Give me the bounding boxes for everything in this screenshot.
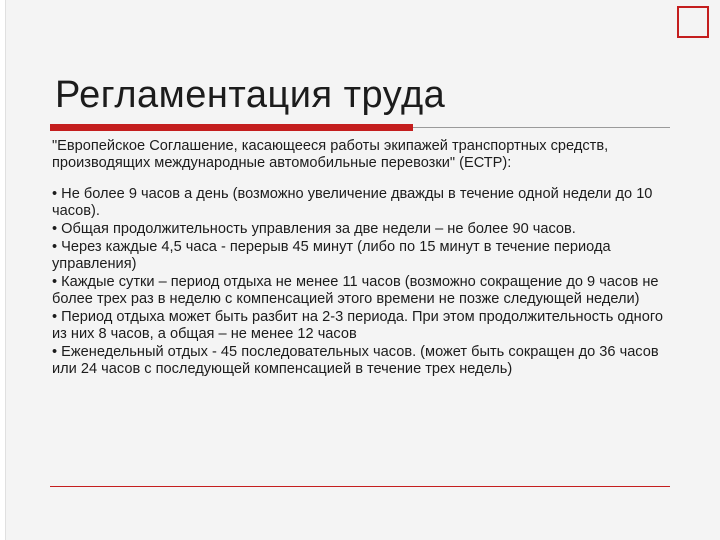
corner-square-decoration	[677, 6, 709, 38]
bottom-divider	[50, 486, 670, 487]
intro-paragraph: "Европейское Соглашение, касающееся работы экипажей транспортных средств, производящих международные автомобильные перевозки" (ЕСТР):	[52, 138, 613, 171]
title-underline-red	[50, 124, 413, 131]
bullet-item: • Через каждые 4,5 часа - перерыв 45 минут (либо по 15 минут в течение периода управления)	[52, 239, 615, 272]
left-margin-rule	[0, 0, 6, 540]
slide-title: Регламентация труда	[55, 74, 446, 116]
slide-body	[52, 138, 667, 379]
bullet-item: • Каждые сутки – период отдыха не менее 11 часов (возможно сокращение до 9 часов не более трех раз в неделю с компенсацией этого времени не позже следующей недели)	[52, 274, 663, 307]
bullet-item: • Период отдыха может быть разбит на 2-3 периода. При этом продолжительность одного из них 8 часов, а общая – не менее 12 часов	[52, 309, 668, 342]
bullet-item: • Не более 9 часов а день (возможно увеличение дважды в течение одной недели до 10 часов).	[52, 186, 657, 219]
title-underline-grey	[413, 127, 670, 128]
bullet-item: • Общая продолжительность управления за две недели – не более 90 часов.	[52, 221, 576, 237]
bullet-item: • Еженедельный отдых - 45 последовательных часов. (может быть сокращен до 36 часов или 24 часов с последующей компенсацией в течение трех недель)	[52, 344, 663, 377]
